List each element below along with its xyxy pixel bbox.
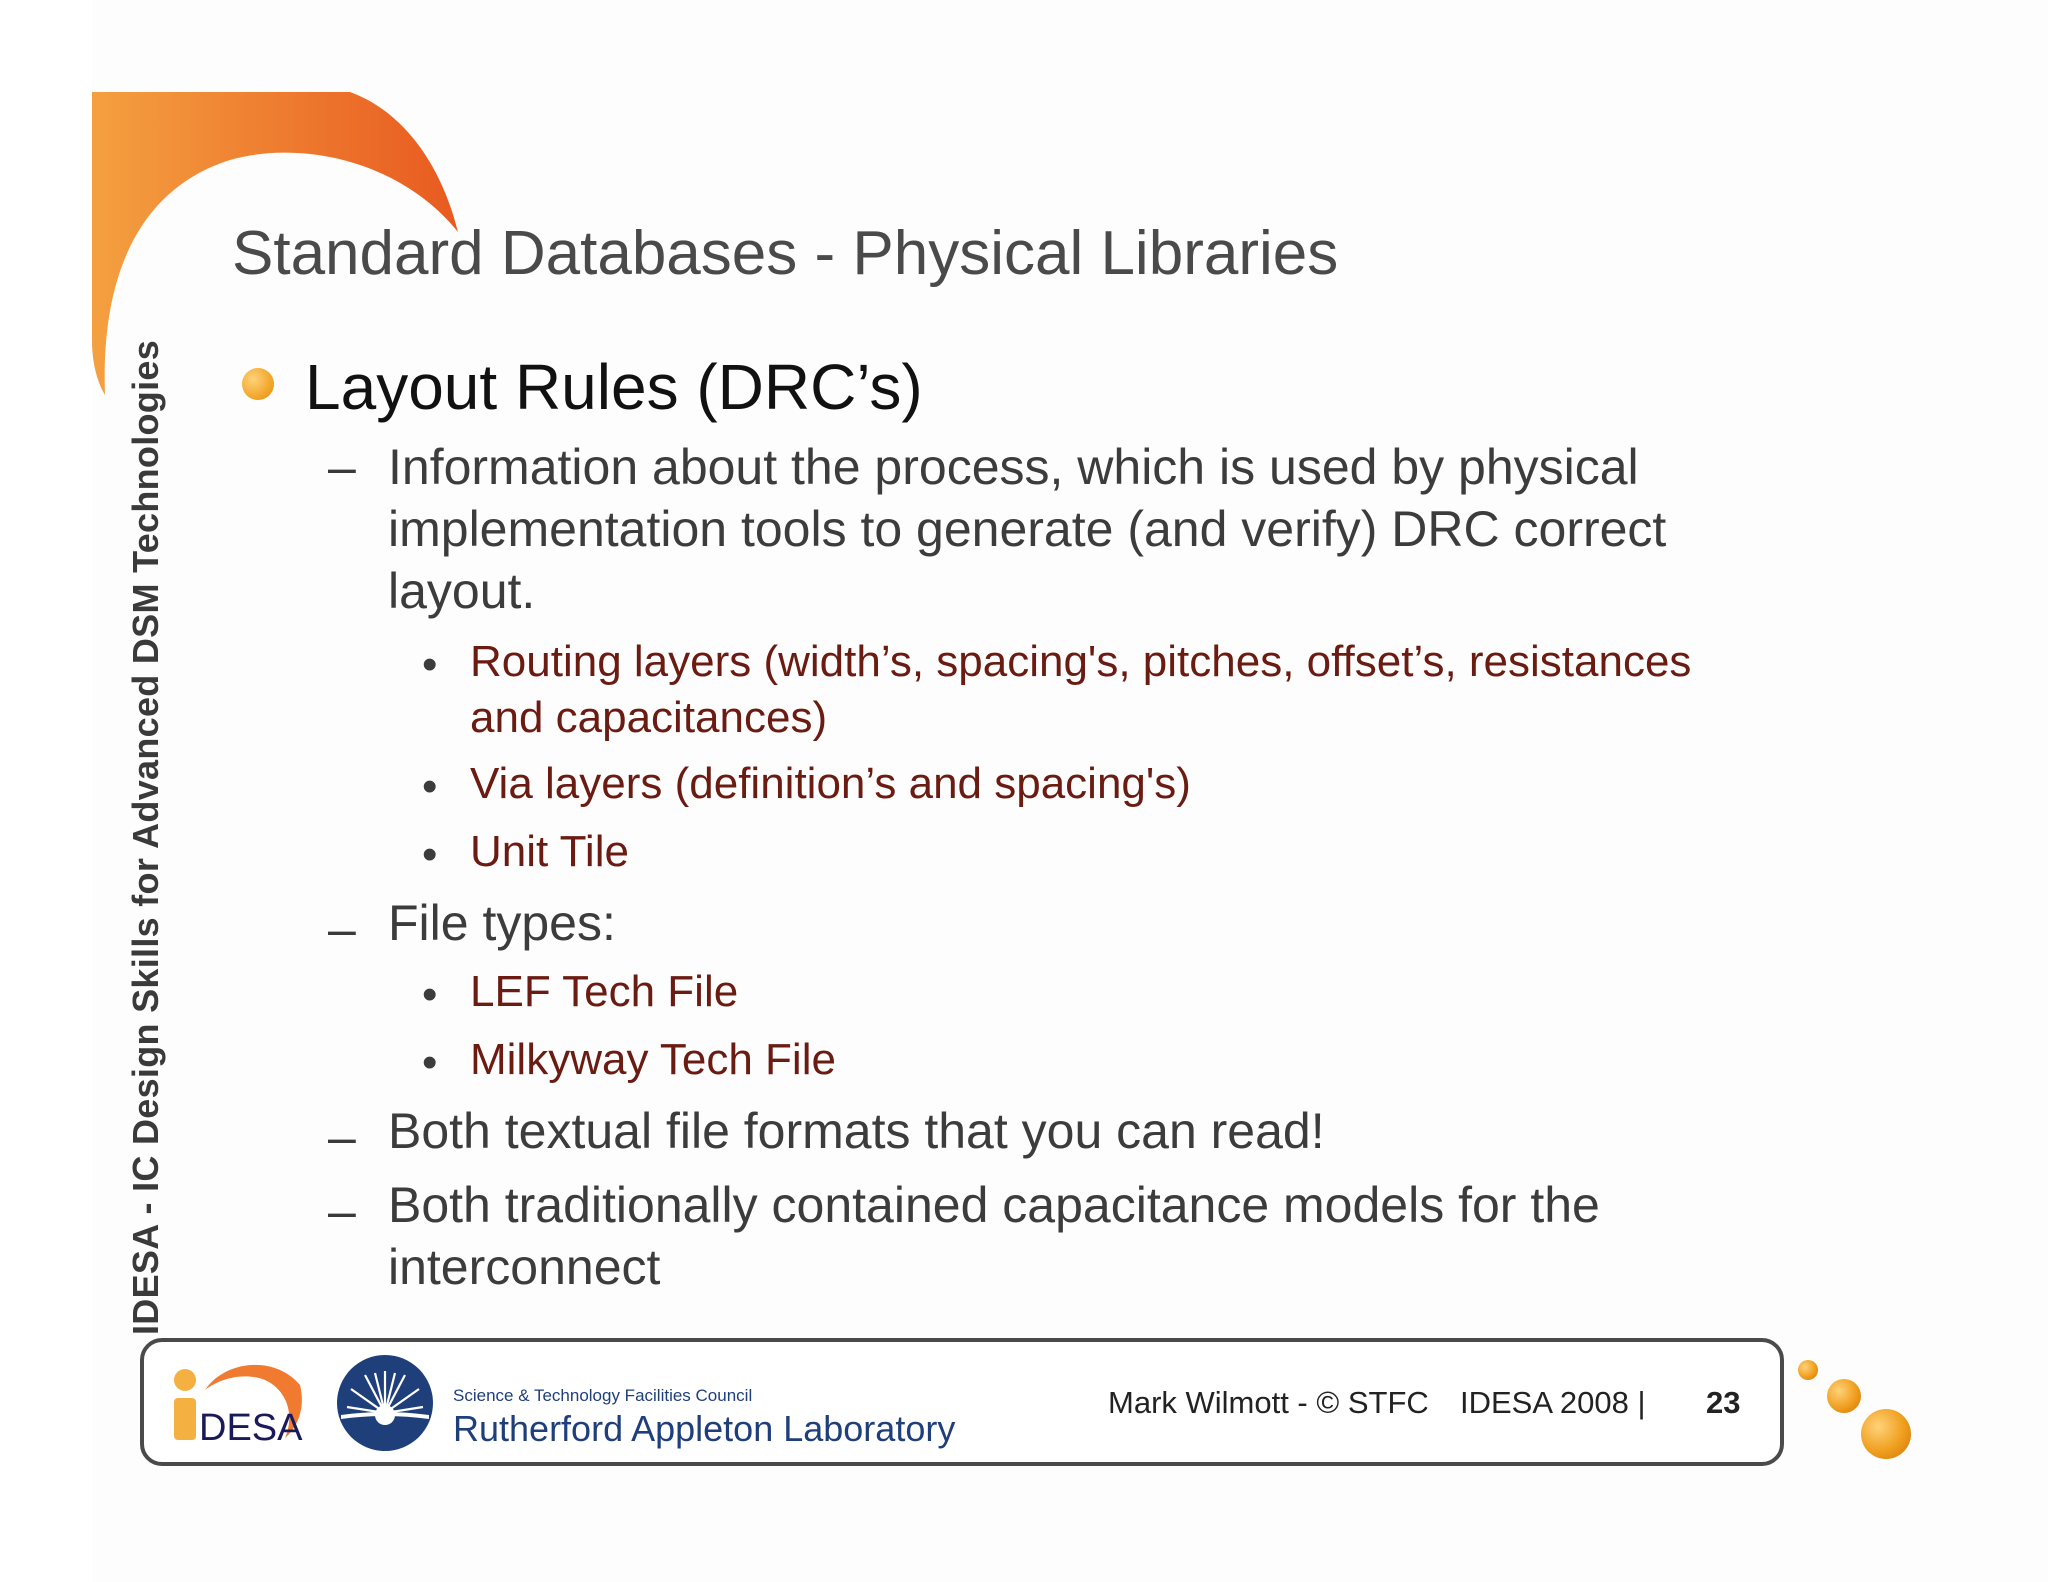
bullet-marker: • [422,1038,438,1087]
dash-marker: – [328,439,356,495]
sub-point-milkyway-tech-file: Milkyway Tech File [470,1035,836,1084]
heading-layout-rules: Layout Rules (DRC’s) [305,351,923,423]
sub-point-via-layers: Via layers (definition’s and spacing's) [470,759,1191,808]
svg-text:DESA: DESA [199,1407,303,1449]
lab-name: Rutherford Appleton Laboratory [453,1408,956,1449]
sub-point-unit-tile: Unit Tile [470,827,629,876]
dash-marker: – [328,1183,356,1239]
page-number: 23 [1706,1385,1741,1420]
stfc-council-name: Science & Technology Facilities Council [453,1386,753,1405]
orange-bullet-icon [242,368,274,400]
idesa-logo [165,1350,310,1450]
footer-author: Mark Wilmott - © STFC [1108,1385,1429,1420]
page-title: Standard Databases - Physical Libraries [232,219,1339,288]
point-textual-formats: Both textual file formats that you can read! [388,1103,1325,1159]
sub-point-lef-tech-file: LEF Tech File [470,967,739,1016]
point-capacitance-models: Both traditionally contained capacitance models for the interconnect [388,1177,1600,1295]
bullet-marker: • [422,640,438,689]
stfc-logo [335,1353,435,1453]
footer-event: IDESA 2008 | [1460,1385,1646,1420]
bullet-marker: • [422,970,438,1019]
point-file-types: File types: [388,895,616,951]
sidebar-vertical-text: IDESA - IC Design Skills for Advanced DSM Technologies [125,339,166,1335]
bullet-marker: • [422,830,438,879]
dash-marker: – [328,1109,356,1165]
dash-marker: – [328,901,356,957]
sub-point-routing-layers: Routing layers (width’s, spacing's, pitches, offset’s, resistances and capacitances) [470,637,1692,742]
point-information: Information about the process, which is used by physical implementation tools to generate (and verify) DRC correct layout. [388,439,1667,619]
orange-dots-decoration [1790,1350,1920,1470]
bullet-marker: • [422,762,438,811]
